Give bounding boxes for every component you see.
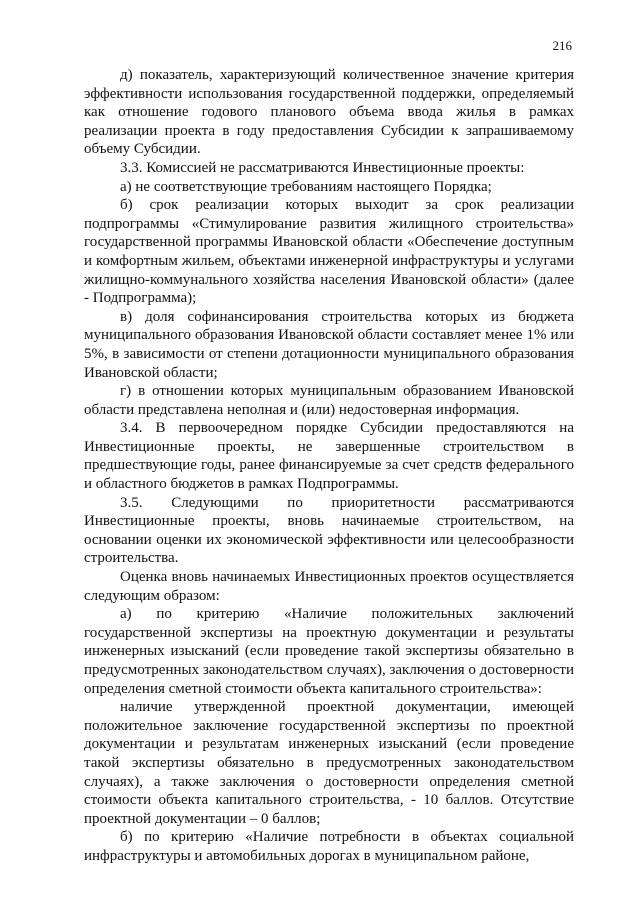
paragraph-3-3-b: б) срок реализации которых выходит за срок реализации подпрограммы «Стимулирование развития жилищного строительства» государственной программы Ивановской области «Обеспечение доступным и комфортным жильем, объектами инженерной инфраструктуры и услугами жилищно-коммунального хозяйства населения Ивановской области» (далее - Подпрограмма); (84, 197, 574, 307)
paragraph-3-3-v: в) доля софинансирования строительства которых из бюджета муниципального образования Ивановской области составляет менее 1% или 5%, в зависимости от степени дотационности муниципального образования Ивановской области; (84, 308, 574, 381)
paragraph-3-4: 3.4. В первоочередном порядке Субсидии предоставляются на Инвестиционные проекты, не завершенные строительством в предшествующие годы, ранее финансируемые за счет средств федерального и областного бюджетов в рамках Подпрограммы. (84, 420, 574, 493)
paragraph-evaluation-intro: Оценка вновь начинаемых Инвестиционных проектов осуществляется следующим образом: (84, 569, 574, 604)
paragraph-criterion-a-scoring: наличие утвержденной проектной документации, имеющей положительное заключение государственной экспертизы по проектной документации и результатам инженерных изысканий (если проведение такой экспертизы обязательно в предусмотренных законодательством случаях), а также заключения о достоверности определения сметной стоимости объекта капитального строительства, - 10 баллов. Отсутствие проектной документации – 0 баллов; (84, 699, 574, 827)
paragraph-3-3-g: г) в отношении которых муниципальным образованием Ивановской области представлена неполная и (или) недостоверная информация. (84, 383, 574, 418)
document-body (84, 66, 574, 866)
paragraph-criterion-b: б) по критерию «Наличие потребности в объектах социальной инфраструктуры и автомобильных дорогах в муниципальном районе, (84, 829, 574, 864)
paragraph-3-3-heading: 3.3. Комиссией не рассматриваются Инвестиционные проекты: (120, 159, 525, 176)
paragraph-criterion-a: а) по критерию «Наличие положительных заключений государственной экспертизы на проектную документации и результаты инженерных изысканий (если проведение такой экспертизы обязательно в предусмотренных законодательством случаях), заключения о достоверности определения сметной стоимости объекта капитального строительства»: (84, 606, 574, 697)
paragraph-3-5: 3.5. Следующими по приоритетности рассматриваются Инвестиционные проекты, вновь начинаемые строительством, на основании оценки их экономической эффективности или целесообразности строительства. (84, 494, 574, 567)
page-number: 216 (552, 38, 572, 53)
paragraph-d-indicator: д) показатель, характеризующий количественное значение критерия эффективности использования государственной поддержки, определяемый как отношение годового планового объема ввода жилья в рамках реализации проекта в году предоставления Субсидии к запрашиваемому объему Субсидии. (84, 67, 574, 158)
paragraph-3-3-a: а) не соответствующие требованиям настоящего Порядка; (120, 178, 492, 195)
